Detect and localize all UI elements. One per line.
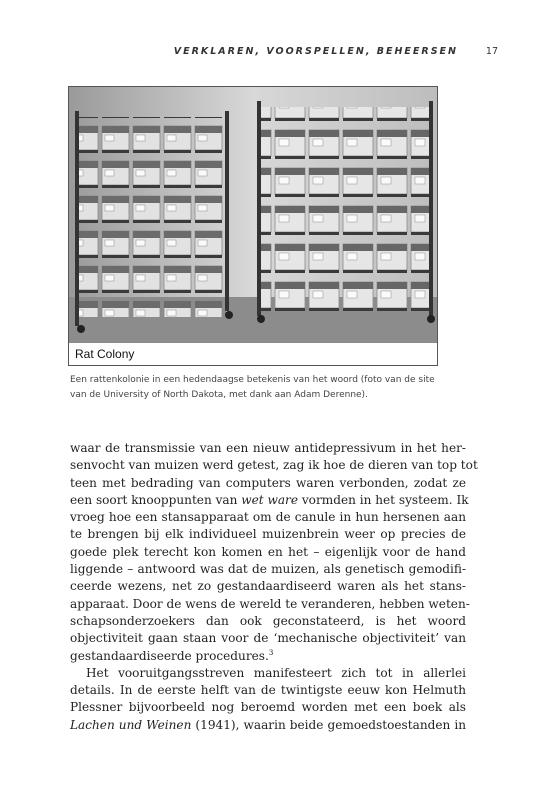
text-line: teen met bedrading van computers waren verbonden, zodat ze [70, 475, 466, 490]
text-line [70, 648, 466, 665]
running-head-title: VERKLAREN, VOORSPELLEN, BEHEERSEN [173, 46, 458, 57]
photo-label: Rat Colony [75, 347, 135, 361]
figure-caption: Een rattenkolonie in een hedendaagse betekenis van het woord (foto van de site van de University of North Dakota, met dank aan Adam Derenne). [70, 375, 435, 400]
text-line: details. In de eerste helft van de twintigste eeuw kon Helmuth [70, 683, 466, 698]
body-text [70, 440, 478, 734]
text-line: liggende – antwoord was dat de muizen, als genetisch gemodifi- [70, 562, 466, 577]
text-line: goede plek terecht kon komen en het – eigenlijk voor de hand [70, 544, 466, 559]
text-segment: gestandaardiseerde procedures. [70, 648, 269, 663]
text-segment: (1941), waarin beide gemoedstoestanden in [191, 717, 466, 732]
footnote-ref[interactable]: 3 [268, 648, 274, 657]
text-line: ceerde wezens, net zo gestandaardiseerd waren als het stans- [70, 579, 466, 594]
figure [68, 86, 438, 366]
italic-title: Lachen und Weinen [70, 717, 192, 732]
text-line: senvocht van muizen werd getest, zag ik hoe de dieren van top tot [70, 458, 478, 473]
text-line: schapsonderzoekers dan ook geconstateerd, is het woord [70, 613, 466, 628]
text-segment: vormden in het systeem. Ik [298, 492, 469, 507]
text-line: apparaat. Door de wens de wereld te veranderen, hebben weten- [70, 596, 470, 611]
text-line: vroeg hoe een stansapparaat om de canule in hun hersenen aan [70, 510, 466, 525]
page-number: 17 [485, 46, 498, 57]
paragraph-1 [70, 440, 478, 665]
text-line: te brengen bij elk individueel muizenbrein weer op precies de [70, 527, 466, 542]
text-line [70, 492, 469, 509]
text-line: Plessner bijvoorbeeld nog beroemd worden met een boek als [70, 700, 466, 715]
paragraph-2 [70, 665, 466, 734]
text-line: waar de transmissie van een nieuw antidepressivum in het her- [70, 441, 466, 455]
text-line: objectiviteit gaan staan voor de ‘mechanische objectiviteit’ van [70, 631, 466, 646]
rat-colony-photo [69, 87, 437, 343]
text-segment: een soort knooppunten van [70, 492, 242, 507]
text-line [70, 717, 466, 734]
italic-term: wet ware [241, 492, 298, 507]
text-line: Het vooruitgangsstreven manifesteert zich tot in allerlei [86, 665, 466, 680]
